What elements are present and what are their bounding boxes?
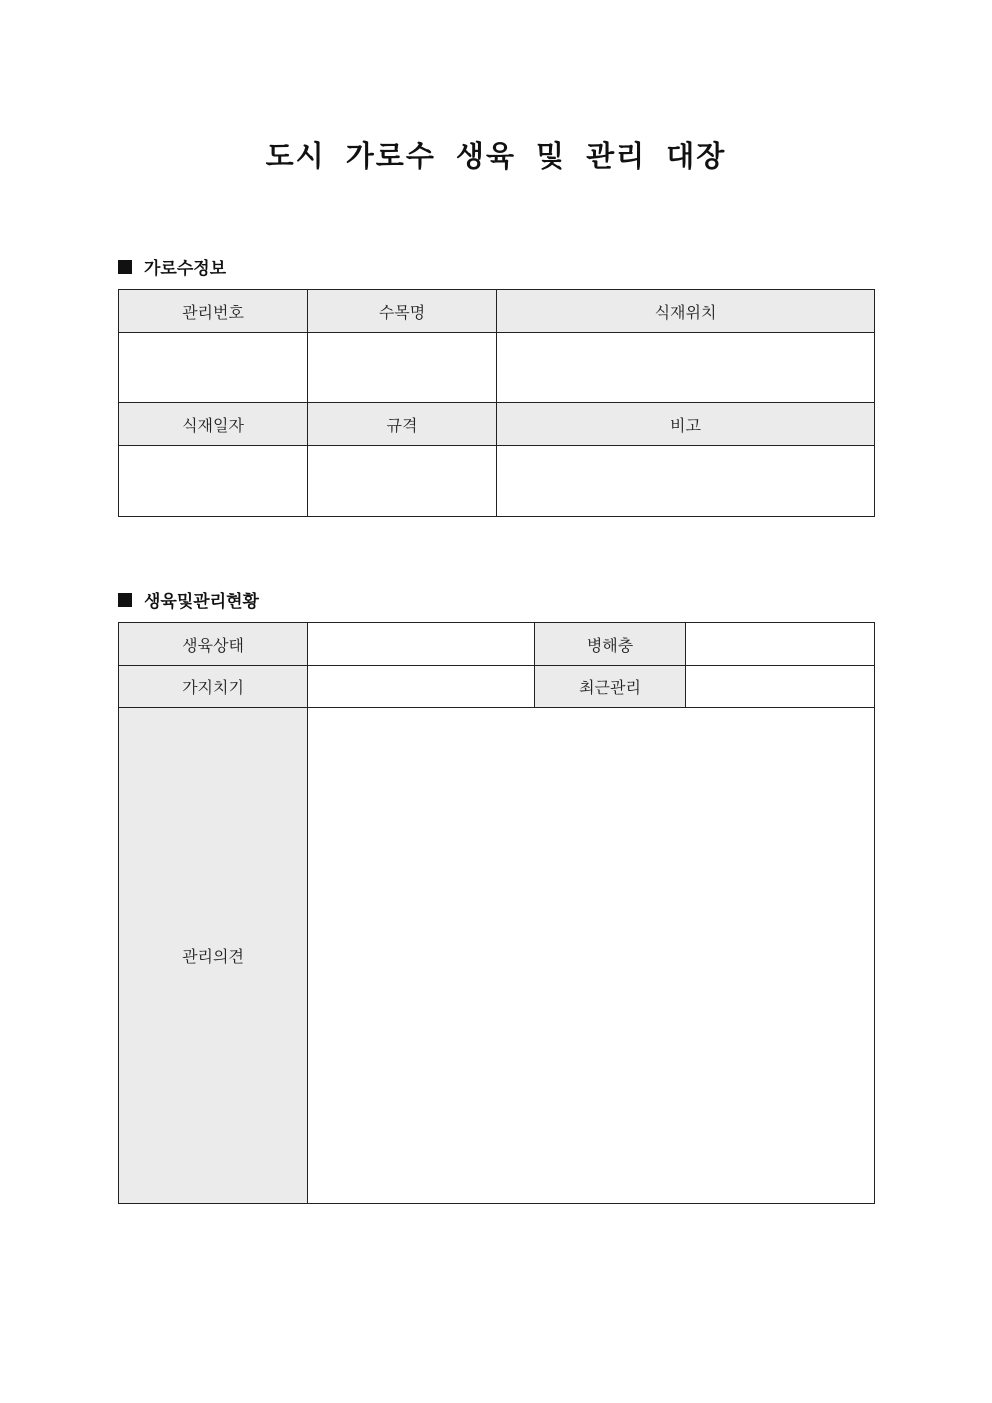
management-opinion-field[interactable] [307, 707, 875, 1204]
label-recent-management: 최근관리 [534, 665, 686, 708]
pruning-field[interactable] [307, 665, 535, 708]
label-growth-status: 생육상태 [118, 622, 308, 666]
planting-date-field[interactable] [118, 445, 308, 517]
header-remarks: 비고 [496, 402, 875, 446]
size-field[interactable] [307, 445, 497, 517]
section-heading-text: 가로수정보 [144, 259, 227, 279]
recent-management-field[interactable] [685, 665, 875, 708]
label-pruning: 가지치기 [118, 665, 308, 708]
header-species: 수목명 [307, 289, 497, 333]
species-field[interactable] [307, 332, 497, 403]
square-bullet-icon [118, 260, 132, 274]
management-number-field[interactable] [118, 332, 308, 403]
page-title: 도시 가로수 생육 및 관리 대장 [265, 139, 727, 173]
growth-status-field[interactable] [307, 622, 535, 666]
pests-field[interactable] [685, 622, 875, 666]
planting-location-field[interactable] [496, 332, 875, 403]
section-heading-growth-management [118, 587, 259, 612]
remarks-field[interactable] [496, 445, 875, 517]
header-planting-date: 식재일자 [118, 402, 308, 446]
section-heading-tree-info [118, 254, 226, 279]
header-management-number: 관리번호 [118, 289, 308, 333]
square-bullet-icon [118, 593, 132, 607]
header-size: 규격 [307, 402, 497, 446]
header-planting-location: 식재위치 [496, 289, 875, 333]
section-heading-text: 생육및관리현황 [144, 592, 259, 612]
label-pests: 병해충 [534, 622, 686, 666]
label-management-opinion: 관리의견 [118, 707, 308, 1204]
